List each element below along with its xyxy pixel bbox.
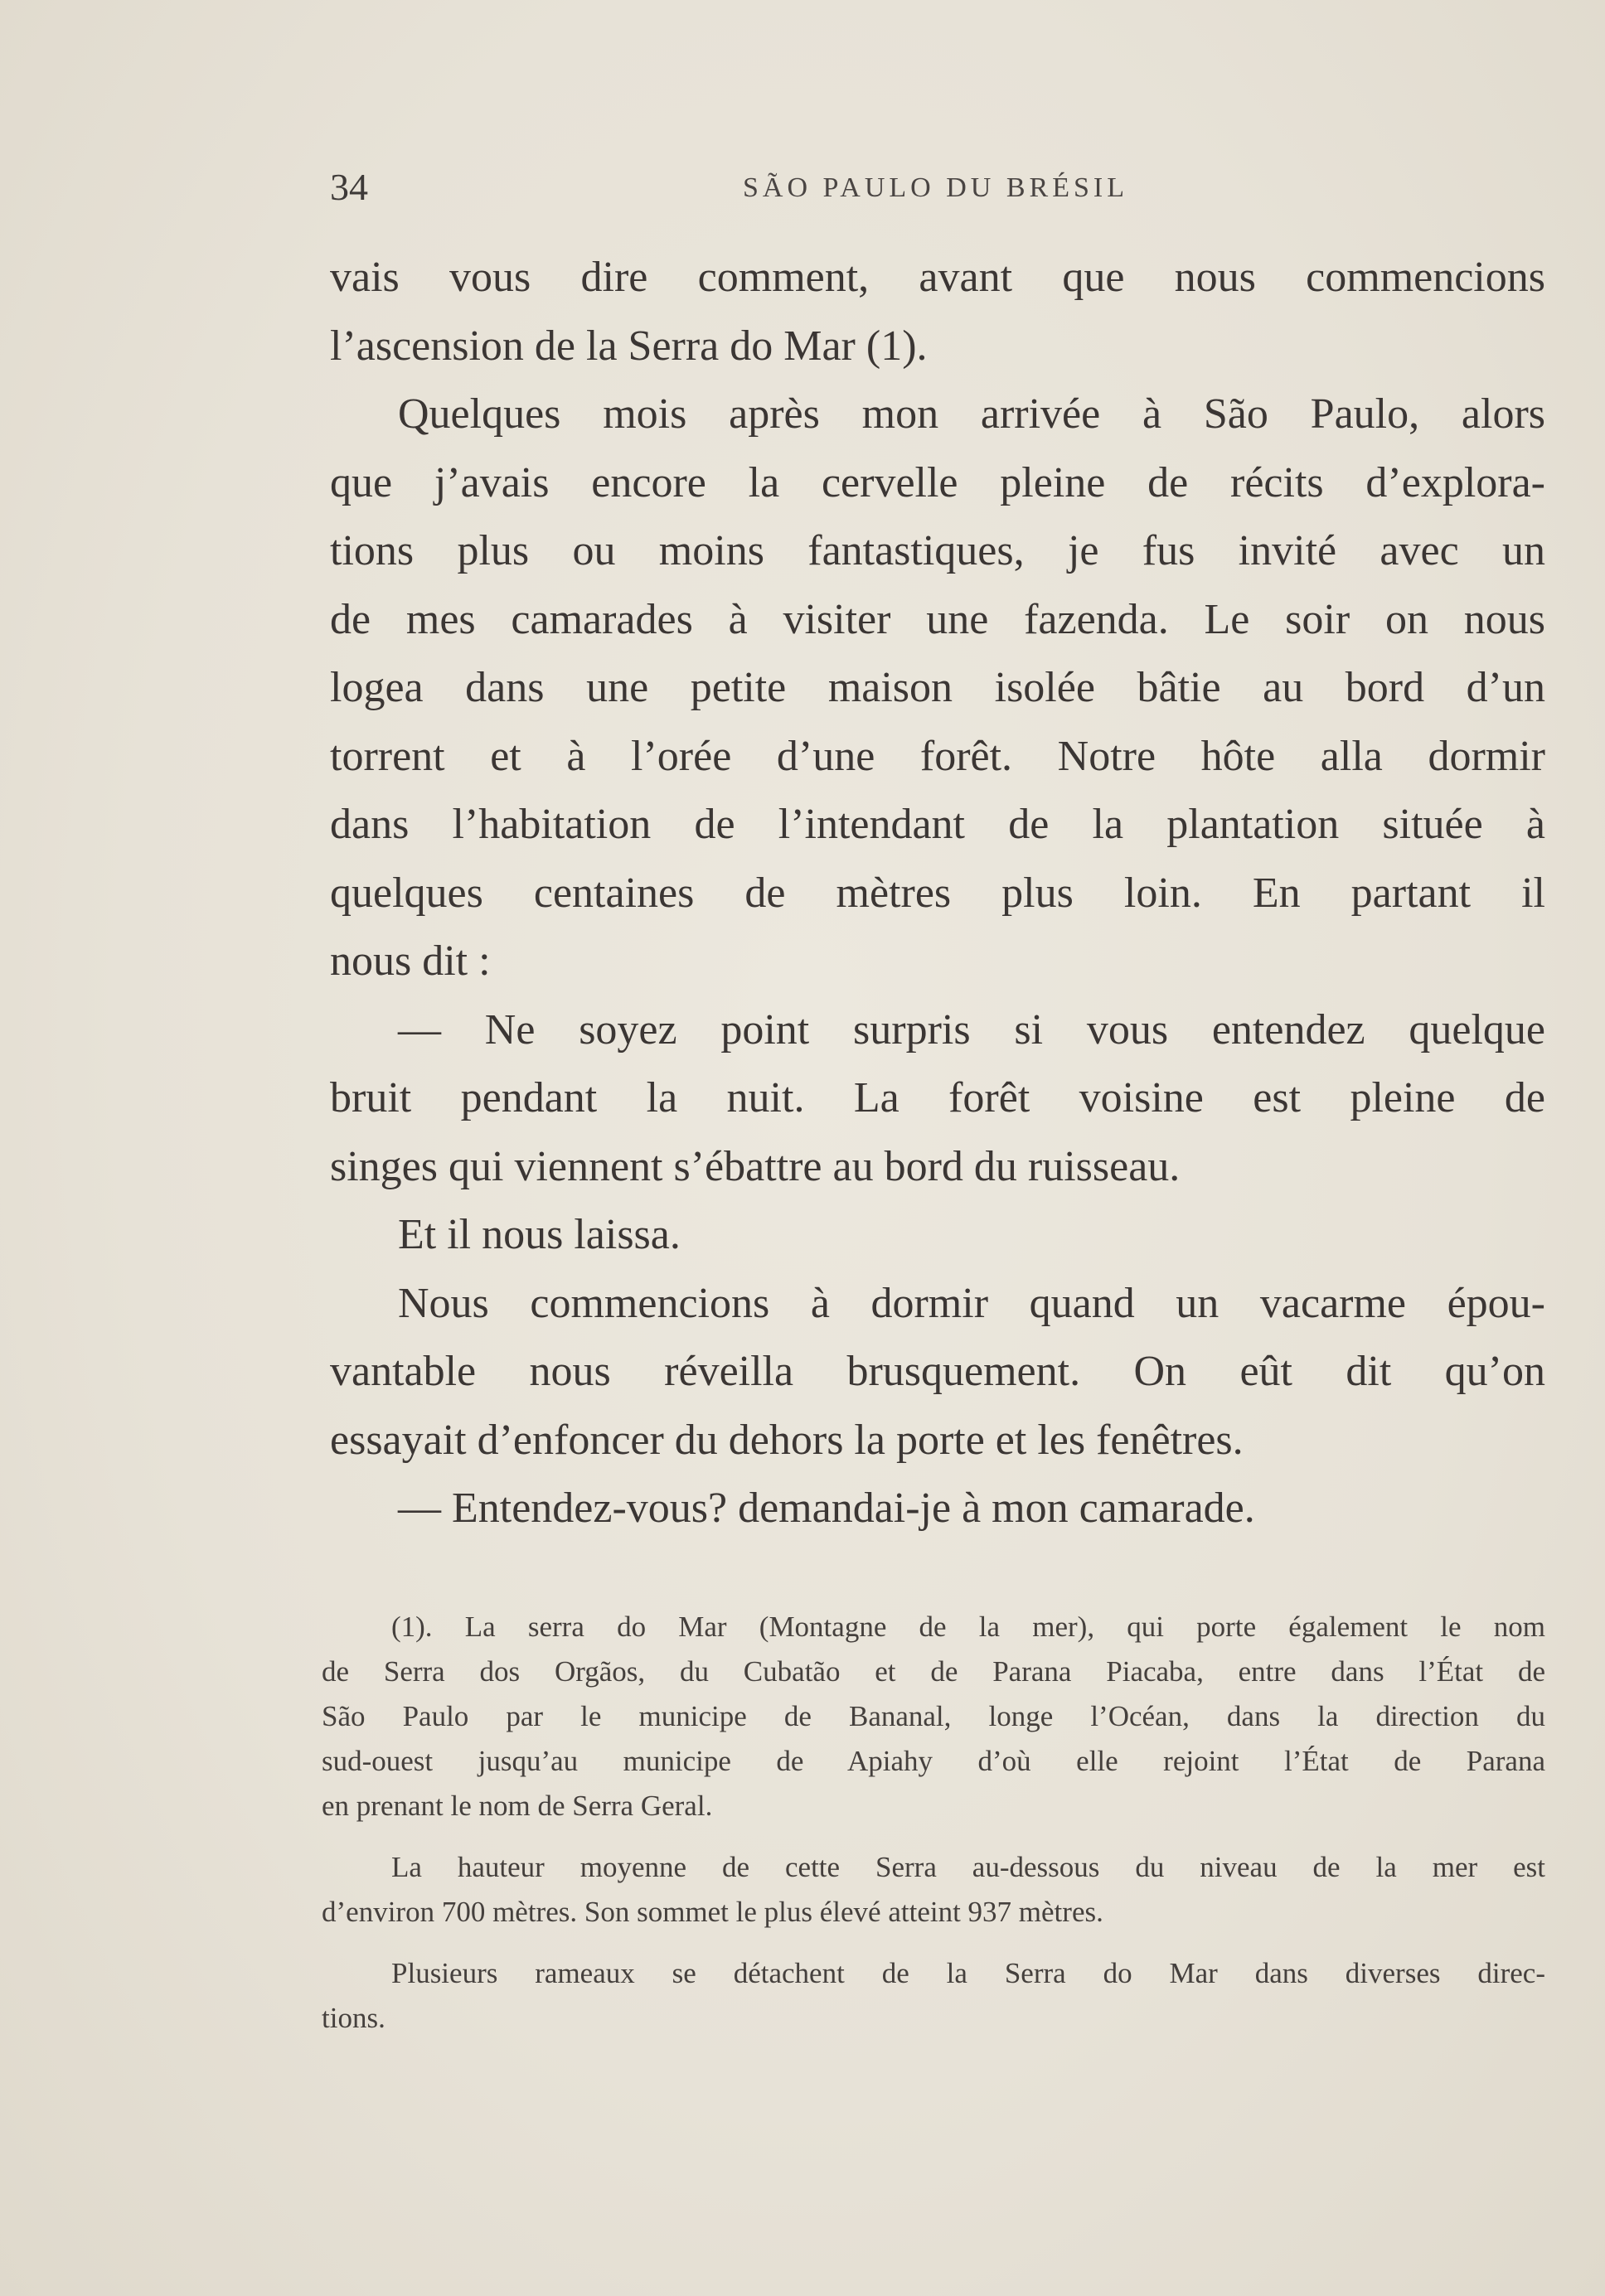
text-line: Et il nous laissa. bbox=[398, 1211, 681, 1258]
footnote-line: sud-ouest jusqu’au municipe de Apiahy d’où elle rejoint l’État de Parana bbox=[322, 1745, 1545, 1777]
text-line: singes qui viennent s’ébattre au bord du ruisseau. bbox=[330, 1142, 1181, 1190]
page-header bbox=[330, 162, 1159, 212]
running-head: SÃO PAULO DU BRÉSIL bbox=[743, 172, 1128, 203]
footnote-line: Plusieurs rameaux se détachent de la Serra do Mar dans diverses direc- bbox=[391, 1957, 1545, 1989]
footnote-line: La hauteur moyenne de cette Serra au-dessous du niveau de la mer est bbox=[391, 1851, 1545, 1883]
footnote-line: de Serra dos Orgãos, du Cubatão et de Parana Piacaba, entre dans l’État de bbox=[322, 1655, 1545, 1688]
text-line: logea dans une petite maison isolée bâtie au bord d’un bbox=[330, 664, 1545, 711]
page-number: 34 bbox=[330, 166, 368, 208]
text-line: dans l’habitation de l’intendant de la plantation située à bbox=[330, 801, 1545, 848]
footnote-line: d’environ 700 mètres. Son sommet le plus élevé atteint 937 mètres. bbox=[322, 1896, 1103, 1928]
text-line: quelques centaines de mètres plus loin. En partant il bbox=[330, 869, 1545, 917]
text-line: Nous commencions à dormir quand un vacarme épou- bbox=[398, 1279, 1545, 1327]
main-text bbox=[330, 244, 1545, 1543]
text-line: nous dit : bbox=[330, 937, 491, 985]
text-line: — Entendez-vous? demandai-je à mon camarade. bbox=[398, 1485, 1255, 1532]
text-line: de mes camarades à visiter une fazenda. Le soir on nous bbox=[330, 595, 1545, 643]
footnote-line: (1). La serra do Mar (Montagne de la mer), qui porte également le nom bbox=[391, 1611, 1545, 1643]
text-line: Quelques mois après mon arrivée à São Paulo, alors bbox=[398, 390, 1545, 438]
text-line: — Ne soyez point surpris si vous entendez quelque bbox=[398, 1005, 1545, 1054]
footnote-gap bbox=[322, 1935, 1545, 1951]
footnote-gap bbox=[322, 1829, 1545, 1845]
text-line: l’ascension de la Serra do Mar (1). bbox=[330, 322, 928, 370]
footnote-line: en prenant le nom de Serra Geral. bbox=[322, 1790, 713, 1822]
text-line: vais vous dire comment, avant que nous commencions bbox=[330, 254, 1545, 301]
text-line: torrent et à l’orée d’une forêt. Notre hôte alla dormir bbox=[330, 732, 1545, 780]
text-line: bruit pendant la nuit. La forêt voisine est pleine de bbox=[330, 1074, 1545, 1121]
text-line: essayait d’enfoncer du dehors la porte et les fenêtres. bbox=[330, 1416, 1244, 1464]
text-line: que j’avais encore la cervelle pleine de récits d’explora- bbox=[330, 458, 1545, 506]
footnote-line: tions. bbox=[322, 2002, 385, 2034]
footnote-line: São Paulo par le municipe de Bananal, longe l’Océan, dans la direction du bbox=[322, 1700, 1545, 1732]
text-line: tions plus ou moins fantastiques, je fus invité avec un bbox=[330, 527, 1545, 574]
text-line: vantable nous réveilla brusquement. On eût dit qu’on bbox=[330, 1348, 1545, 1395]
footnotes bbox=[322, 1605, 1545, 2041]
